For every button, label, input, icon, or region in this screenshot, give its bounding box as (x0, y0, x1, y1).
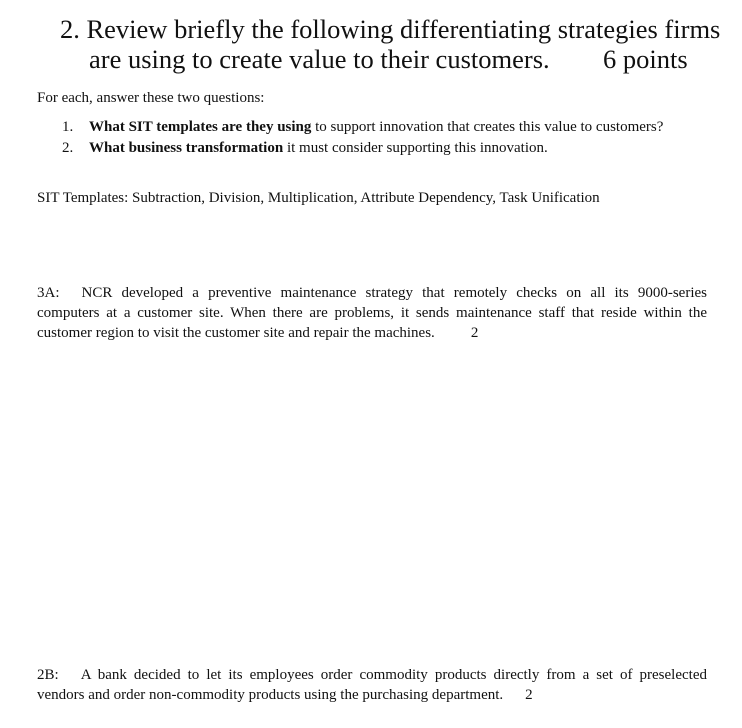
list-item-bold: What business transformation (89, 140, 284, 156)
list-item-text (89, 139, 707, 158)
case-tag: 3A: (37, 285, 60, 301)
list-item (62, 118, 707, 137)
question-points: 6 points (603, 44, 688, 74)
case-2b-paragraph (37, 665, 707, 705)
list-item-text (89, 118, 707, 137)
heading-line-1: 2. Review briefly the following differentiating strategies firms (60, 14, 721, 44)
list-number: 2. (62, 140, 74, 156)
case-text: A bank decided to let its employees order commodity products directly from a set of preselected vendors and order non-commodity products using the purchasing department. (37, 667, 707, 703)
case-points: 2 (470, 325, 479, 341)
case-3a-paragraph (37, 283, 707, 343)
heading-line-2: are using to create value to their customers. (89, 44, 550, 74)
list-item-bold: What SIT templates are they using (89, 119, 312, 135)
case-points: 2 (525, 687, 533, 703)
list-item (62, 139, 707, 158)
instructions-intro: For each, answer these two questions: (37, 90, 265, 106)
sit-templates-line: SIT Templates: Subtraction, Division, Multiplication, Attribute Dependency, Task Unification (37, 190, 600, 206)
list-number: 1. (62, 119, 74, 135)
question-list (62, 118, 707, 158)
list-item-rest: to support innovation that creates this value to customers? (311, 119, 664, 135)
list-item-rest: it must consider supporting this innovation. (283, 140, 548, 156)
case-text: NCR developed a preventive maintenance strategy that remotely checks on all its 9000-series computers at a customer site. When there are problems, it sends maintenance staff that reside within the customer region to visit the customer site and repair the machines. (37, 285, 707, 341)
question-heading (60, 14, 720, 74)
case-tag: 2B: (37, 667, 59, 683)
